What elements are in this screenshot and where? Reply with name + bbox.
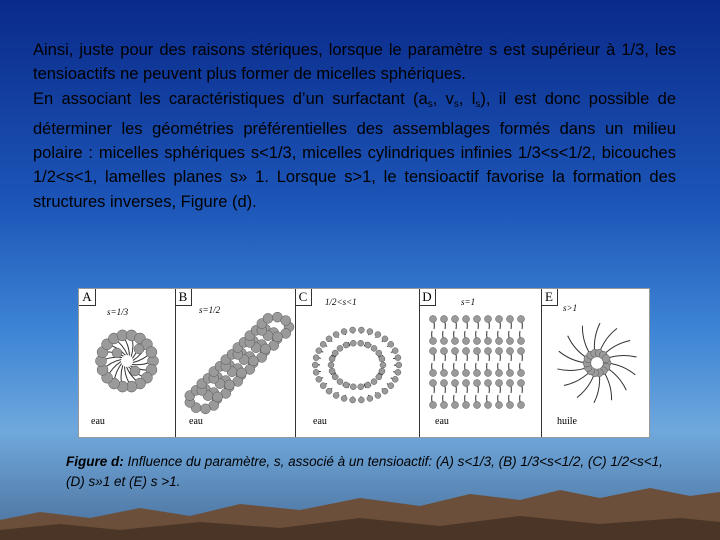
lamellar-bilayer-illustration	[419, 289, 541, 437]
paragraph-2-part-b: , v	[432, 89, 454, 108]
paragraph-2-part-a: En associant les caractéristiques d’un surfactant (a	[33, 89, 428, 108]
caption-label: Figure d:	[66, 454, 124, 469]
medium-label: eau	[91, 416, 105, 427]
subscript-ls: s	[475, 98, 481, 110]
s-value: s=1/3	[107, 307, 129, 317]
medium-label: eau	[435, 416, 449, 427]
medium-label: eau	[313, 416, 327, 427]
panel-letter: B	[175, 289, 192, 306]
subscript-as: s	[427, 98, 433, 110]
panel-letter: D	[419, 289, 436, 306]
cylindrical-micelle-illustration	[175, 289, 295, 437]
panel-e	[541, 289, 649, 437]
panel-d	[419, 289, 542, 437]
medium-label: huile	[557, 416, 577, 427]
inverse-micelle-illustration	[541, 289, 649, 437]
panel-a	[79, 289, 176, 437]
paragraph-2-part-d: ), il est donc possible de déterminer les géométries préférentielles des assemblages formés dans un milieu polaire : micelles sphériques s<1/3, micelles cylindriques infinies 1/3<s<1/2, bicouches 1/2<s<1, lamelles planes s» 1. Lorsque s>1, le tensioactif favorise la formation des structures inverses, Figure (d).	[33, 89, 677, 211]
figure-caption	[66, 452, 666, 492]
panel-c	[295, 289, 420, 437]
caption-text: Influence du paramètre, s, associé à un tensioactif: (A) s<1/3, (B) 1/3<s<1/2, (C) 1/2<s<1, (D) s»1 et (E) s >1.	[66, 454, 663, 489]
s-value: s>1	[563, 303, 578, 313]
s-value: 1/2<s<1	[325, 297, 357, 307]
s-value: s=1	[461, 297, 476, 307]
paragraph-2-part-c: , l	[458, 89, 476, 108]
panel-letter: E	[541, 289, 558, 306]
paragraph-1: Ainsi, juste pour des raisons stériques, lorsque le paramètre s est supérieur à 1/3, les tensioactifs ne peuvent plus former de micelles sphériques.	[33, 41, 676, 84]
micelle-figure	[78, 288, 650, 438]
s-value: s=1/2	[199, 305, 221, 315]
vesicle-illustration	[295, 289, 419, 437]
panel-b	[175, 289, 296, 437]
medium-label: eau	[189, 416, 203, 427]
subscript-vs: s	[453, 98, 459, 110]
paragraph-2	[33, 87, 676, 214]
body-text	[33, 38, 676, 214]
panel-letter: C	[295, 289, 312, 306]
panel-letter: A	[79, 289, 96, 306]
